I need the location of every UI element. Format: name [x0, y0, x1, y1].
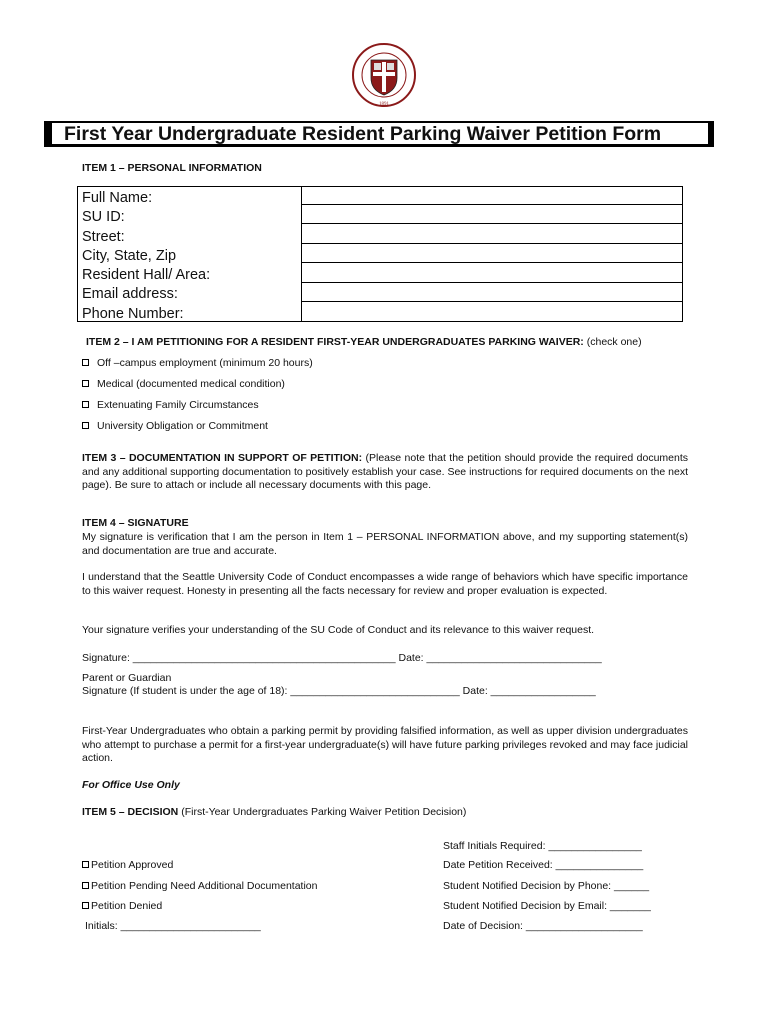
phone-label: Phone Number:	[82, 305, 184, 322]
option-employment[interactable]	[82, 356, 313, 370]
item4-heading: ITEM 4 – SIGNATURE	[82, 517, 189, 529]
item5-heading-note: (First-Year Undergraduates Parking Waiver Petition Decision)	[178, 806, 467, 818]
item2-heading-bold: ITEM 2 – I AM PETITIONING FOR A RESIDENT FIRST-YEAR UNDERGRADUATES PARKING WAIVER:	[86, 336, 584, 348]
falsified-info-warning: First-Year Undergraduates who obtain a parking permit by providing falsified information, as well as upper division undergraduates who attempt to purchase a permit for a first-year undergraduate(s) will have future parking privileges revoked and may face judicial action.	[82, 725, 688, 765]
option-label: Medical (documented medical condition)	[97, 378, 285, 390]
city-state-zip-field[interactable]	[302, 244, 682, 262]
personal-info-labels	[82, 189, 210, 324]
su-id-label: SU ID:	[82, 209, 125, 226]
item4-verification-text: My signature is verification that I am the person in Item 1 – PERSONAL INFORMATION above, and my supporting statement(s) and documentation are true and accurate.	[82, 531, 688, 557]
item3-heading: ITEM 3 – DOCUMENTATION IN SUPPORT OF PETITION:	[82, 452, 363, 464]
checkbox-icon[interactable]	[82, 401, 89, 408]
university-seal-logo	[351, 42, 417, 108]
checkbox-icon[interactable]	[82, 902, 89, 909]
option-university-obligation[interactable]	[82, 419, 268, 433]
svg-text:1891: 1891	[379, 102, 389, 107]
email-field[interactable]	[302, 283, 682, 301]
option-label: Petition Denied	[91, 900, 163, 912]
item3-paragraph	[82, 452, 688, 493]
item4-conduct-text: I understand that the Seattle University Code of Conduct encompasses a wide range of behaviors which have specific importance to this waiver request. Honesty in presenting all the facts necessary for review and proper evaluation is expected.	[82, 571, 688, 597]
date-received-line[interactable]: Date Petition Received: _______________	[443, 859, 644, 871]
phone-field[interactable]	[302, 302, 682, 321]
item2-heading-note: (check one)	[583, 336, 642, 348]
item3-text: (Please note that the petition should provide the required documents and any additional supporting documentation to positively establish your case. See instructions for required documents on the next page). Be sure to attach or include all necessary documents with this page.	[82, 452, 689, 492]
checkbox-icon[interactable]	[82, 380, 89, 387]
resident-hall-field[interactable]	[302, 263, 682, 282]
option-medical[interactable]	[82, 377, 285, 391]
option-label: Extenuating Family Circumstances	[97, 399, 259, 411]
resident-hall-label: Resident Hall/ Area:	[82, 267, 211, 284]
full-name-field[interactable]	[302, 187, 682, 204]
date-of-decision-line[interactable]: Date of Decision: ____________________	[443, 920, 643, 932]
option-label: Petition Approved	[91, 859, 174, 871]
checkbox-icon[interactable]	[82, 882, 89, 889]
email-label: Email address:	[82, 286, 178, 303]
option-family[interactable]	[82, 398, 259, 412]
option-label: University Obligation or Commitment	[97, 420, 268, 432]
personal-info-table	[77, 186, 683, 322]
notified-email-line[interactable]: Student Notified Decision by Email: _______	[443, 900, 651, 912]
staff-initials-line[interactable]: Staff Initials Required: ________________	[443, 840, 642, 852]
full-name-label: Full Name:	[82, 190, 153, 206]
item1-heading: ITEM 1 – PERSONAL INFORMATION	[82, 162, 262, 174]
checkbox-icon[interactable]	[82, 422, 89, 429]
guardian-label: Parent or Guardian	[82, 672, 172, 684]
petition-pending-option[interactable]	[82, 879, 318, 893]
option-label: Off –campus employment (minimum 20 hours)	[97, 357, 313, 369]
option-label: Petition Pending Need Additional Documentation	[91, 880, 318, 892]
checkbox-icon[interactable]	[82, 861, 89, 868]
petition-approved-option[interactable]	[82, 858, 173, 872]
street-label: Street:	[82, 228, 125, 245]
guardian-signature-line[interactable]: Signature (If student is under the age of 18): _____________________________ Date: __________________	[82, 685, 596, 697]
item4-signature-note: Your signature verifies your understanding of the SU Code of Conduct and its relevance to this waiver request.	[82, 624, 595, 636]
item5-heading	[82, 805, 466, 819]
su-id-field[interactable]	[302, 205, 682, 223]
petition-denied-option[interactable]	[82, 899, 162, 913]
item5-heading-bold: ITEM 5 – DECISION	[82, 806, 179, 818]
initials-line[interactable]: Initials: ________________________	[85, 920, 261, 932]
page-title: First Year Undergraduate Resident Parking Waiver Petition Form	[64, 123, 662, 145]
street-field[interactable]	[302, 224, 682, 243]
city-state-zip-label: City, State, Zip	[82, 247, 177, 264]
checkbox-icon[interactable]	[82, 359, 89, 366]
notified-phone-line[interactable]: Student Notified Decision by Phone: ______	[443, 880, 650, 892]
signature-line[interactable]: Signature: _____________________________________________ Date: ______________________________	[82, 652, 602, 664]
office-use-label: For Office Use Only	[82, 779, 180, 791]
item2-heading	[86, 336, 642, 348]
